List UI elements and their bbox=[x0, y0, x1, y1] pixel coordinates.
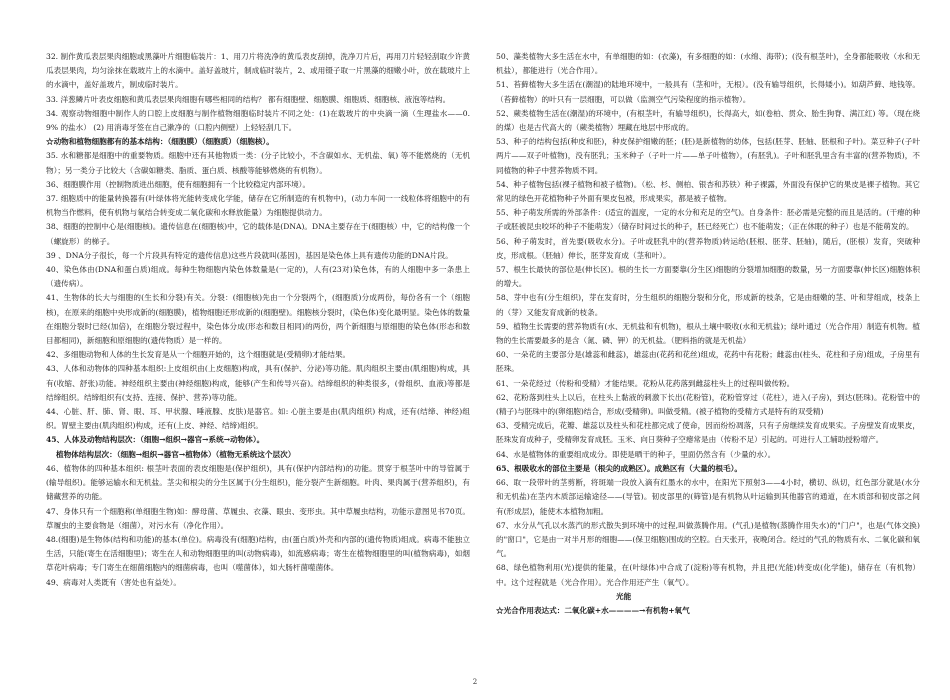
paragraph: 53、种子的结构包括(种皮和胚)，种皮保护细嫩的胚；(胚)是新植物的幼体，包括(胚芽、胚轴、胚根和子叶)。菜豆种子(子叶两片——双子叶植物)，没有胚乳；玉米种子（子叶一片——单子叶植物），(有胚乳)。子叶和胚乳里含有丰富的(营养物质)，不同植物的种子中营养物质不同。 bbox=[496, 137, 920, 175]
right-column bbox=[496, 50, 920, 700]
paragraph: 66、取一段带叶的茎剪断，将斑端一段放入滴有红墨水的水中，在阳光下照射3——4小时，横切、纵切，红色部分就是(水分和无机盐)在茎内木质部运输途径——(导管)。韧皮部里的(筛管)是有机物从叶运输到其他器官的通道，在木质部和韧皮部之间有(形成层)，能使木本植物加粗。 bbox=[496, 478, 920, 516]
paragraph: 59、植物生长需要的营养物质有(水、无机盐和有机物)，根从土壤中吸收(水和无机盐)；绿叶通过（光合作用）制造有机物。植物的生长需要最多的是含（氮、磷、钾）的无机盐。（肥料指的就是无机盐） bbox=[496, 321, 920, 346]
paragraph: 植物体结构层次：（细胞→组织→器官→植物体）（植物无系统这个层次） bbox=[56, 449, 296, 459]
paragraph: 32. 制作黄瓜表层果肉细胞或黑藻叶片细胞临装片：1、用刀片将洗净的黄瓜表皮刮掉，洗净刀片后，再用刀片轻轻刮取少许黄瓜表层果肉，均匀涂抹在载玻片上的水滴中。盖好盖玻片，制成临时装片，2、或用镊子取一片黑藻的细嫩小叶，放在载玻片上的水滴中，盖好盖玻片，制成临时装片。 bbox=[46, 52, 470, 90]
paragraph: 41、生物体的长大与细胞的(生长和分裂)有关。分裂：(细胞核)先由一个分裂两个，(细胞质)分成两份，每份各有一个（细胞核)，在原来的细胞中央形成新的(细胞膜)，植物细胞还形成新的(细胞壁)。细胞核分裂时，(染色体)变化最明显。染色体的数量在细胞分裂时已经(加倍)，在细胞分裂过程中，染色体分成(形态和数目相同)的两份，两个新细胞与原细胞的染色体(形态和数目都相同)，新细胞和原细胞的(遗传物质）是一样的。 bbox=[46, 293, 470, 346]
paragraph: 39 、DNA分子很长，每一个片段具有特定的遗传信息)这些片段就叫(基因)，基因是染色体上具有遗传功能的DNA片段。 bbox=[46, 250, 453, 260]
paragraph: 67、水分从气孔以水蒸汽的形式散失到环境中的过程,叫做蒸腾作用。(气孔)是植物(蒸腾作用失水)的"门户"，也是(气体交换)的"窗口"，它是由一对半月形的细胞——(保卫细胞)围成的空腔。白天张开，夜晚闭合。经过的气孔的物质有水、二氧化碳和氧气。 bbox=[496, 520, 920, 559]
paragraph: 37. 细胞质中的能量转换器有(叶绿体将光能转变成化学能，储存在它所制造的有机物中)，(动力车间一一线粒体将细胞中的有机物当作燃料，使有机物与氧结合转变成二氧化碳和水释放能量）为细胞提供动力。 bbox=[46, 194, 470, 218]
left-column bbox=[46, 50, 470, 700]
paragraph: 45、人体及动物结构层次：（细胞→组织→器官→系统→动物体）。 bbox=[46, 435, 265, 445]
paragraph: 43、人体和动物体的四种基本组织:上皮组织由(上皮细胞)构成，具有(保护、分泌)等功能。肌肉组织主要由(肌细胞)构成，具有(收缩、舒张)功能。神经组织主要由(神经细胞)构成，能够(产生和传导兴奋)。结缔组织的种类很多，(骨组织、血液)等都是结缔组织。结缔组织有(支持、连接、保护、营养)等功能。 bbox=[46, 364, 470, 402]
paragraph: 40、染色体由(DNA和蛋白质)组成。每种生物细胞内染色体数量是(一定的)，人有(23对)染色体，有的人细胞中多一条患上（遗传病）。 bbox=[46, 265, 470, 289]
paragraph: 52、蕨类植物生活在(潮湿)的环境中，(有根茎叶，有输导组织)，长得高大，如(卷柏、贯众、胎生狗脊、满江红) 等。（现在烧的煤）也是古代高大的（蕨类植物）埋藏在地层中形成的。 bbox=[496, 108, 920, 133]
paragraph: 64、水是植物体的重要组成成分。即使是晒干的种子，里面仍然含有（少量的水）。 bbox=[496, 449, 776, 459]
paragraph: ☆光合作用表达式：二氧化碳+水————→有机物+氧气 bbox=[496, 605, 690, 615]
paragraph: ☆动物和植物细胞都有的基本结构：（细胞膜）（细胞质）（细胞核）。 bbox=[46, 137, 274, 147]
paragraph: 47、身体只有一个细胞称(单细胞生物)如：酵母菌、草履虫、衣藻、眼虫、变形虫。其中草履虫结构，功能示意图见书70页。草履虫的主要食物是（细菌），对污水有（净化作用）。 bbox=[46, 506, 470, 530]
paragraph: 33. 洋葱鳞片叶表皮细胞和黄瓜表层果肉细胞有哪些相同的结构？ 都有细胞壁、细胞膜、细胞质、细胞核、液泡等结构。 bbox=[46, 94, 451, 104]
paragraph: 51、苔藓植物大多生活在(潮湿)的陆地环境中，一般具有（茎和叶，无根）。(没有输导组织，长得矮小)。如葫芦藓、地钱等。（苔藓植物）的叶只有一层细胞，可以做（监测空气污染程度的指示植物）。 bbox=[496, 80, 920, 104]
paragraph: 50、藻类植物大多生活在水中，有单细胞的如：(衣藻)，有多细胞的如：(水绵、海带)；(没有根茎叶)，全身都能吸收（水和无机盐），都能进行（光合作用）。 bbox=[496, 52, 920, 76]
paragraph: 60、一朵花的主要部分是(雄蕊和雌蕊)，雄蕊由(花药和花丝)组成，花药中有花粉；雌蕊由(柱头、花柱和子房)组成，子房里有胚珠。 bbox=[496, 350, 920, 374]
paragraph: 38、细胞的控制中心是(细胞核)。遗传信息在(细胞核)中，它的载体是(DNA)。DNA主要存在于(细胞核）中，它的结构像一个（螺旋形）的梯子。 bbox=[46, 222, 470, 246]
paragraph: 48.(细胞)是生物体(结构和功能)的基本(单位)。病毒没有(细胞)结构，由(蛋白质)外壳和内部的(遗传物质)组成。病毒不能独立生活，只能(寄生在活细胞里)；寄生在人和动物细胞里的叫(动物病毒)，如流感病毒；寄生在植物细胞里的叫(植物病毒)，如烟草花叶病毒；专门寄生在细菌细胞内的细菌病毒，也叫（噬菌体），如大肠杆菌噬菌体。 bbox=[46, 534, 470, 573]
paragraph: 34. 观察动物细胞中制作人的口腔上皮细胞与制作植物细胞临时装片不同之处：(1)在载玻片的中央滴一滴（生理盐水——0.9% 的盐水） (2) 用消毒牙签在自己漱净的（口腔内侧壁）上轻轻刮几下。 bbox=[46, 108, 470, 133]
paragraph: 65、根吸收水的部位主要是（根尖的成熟区）。成熟区有（大量的根毛）。 bbox=[496, 463, 742, 473]
paragraph: 61、一朵花经过（传粉和受精）才能结果。花粉从花药落到雌蕊柱头上的过程叫做传粉。 bbox=[496, 378, 795, 388]
paragraph: 49、病毒对人类既有（害处也有益处）。 bbox=[46, 577, 181, 587]
paragraph: 54、种子植物包括(裸子植物和被子植物)。（松、杉、侧柏、银杏和苏铁）种子裸露，外面没有保护它的果皮是裸子植物。其它常见的绿色开花植物种子外面有果皮包被，形成果实，都是被子植物。 bbox=[496, 179, 920, 204]
paragraph: 62、花粉落到柱头上以后，在柱头上黏液的刺激下长出(花粉管)，花粉管穿过（花柱），进入(子房)，到达(胚珠)。花粉管中的(精子)与胚珠中的(卵细胞)结合，形成(受精卵)。叫做受精。(被子植物的受精方式是特有的双受精) bbox=[496, 392, 920, 417]
page-number: 2 bbox=[472, 678, 478, 686]
paragraph: 57、根生长最快的部位是(伸长区)。根的生长一方面要靠(分生区)细胞的分裂增加细胞的数量，另一方面要靠(伸长区)细胞体积的增大。 bbox=[496, 265, 920, 289]
paragraph: 44、心脏、肝、肺、肾、眼、耳、甲状腺、唾液腺、皮肤)是器官。如: 心脏主要是由(肌肉组织) 构成，还有(结缔、神经)组织。胃壁主要由(肌肉组织)构成，还有(上皮、神经、结缔)组织。 bbox=[46, 407, 470, 431]
paragraph: 56、种子萌发时，首先要(吸收水分)。子叶或胚乳中的(营养物质)转运给(胚根、胚芽、胚轴)，随后，(胚根）发育，突破种皮，形成根。（胚轴）伸长，胚芽发育成（茎和叶）。 bbox=[496, 236, 920, 260]
paragraph: 35. 水和糖都是细胞中的重要物质。细胞中还有其他物质一类：(分子比较小，不含碳如水、无机盐、氧) 等不能燃烧的（无机物）；另一类分子比较大（含碳如糖类、脂质、蛋白质、核酸等能够燃烧的有机物）。 bbox=[46, 151, 470, 175]
paragraph: 36、细胞膜作用（控制物质进出细胞，使有细胞拥有一个比较稳定内部环境）。 bbox=[46, 179, 311, 189]
paragraph: 68、绿色植物利用(光)提供的能量，在(叶绿体)中合成了(淀粉)等有机物，并且把(光能)转变成(化学能)，储存在（有机物）中。这个过程就是（光合作用）。光合作用还产生（氧气）。 bbox=[496, 563, 920, 587]
paragraph: 63、受精完成后，花瓣、雄蕊以及柱头和花柱都完成了使命，因而纷纷凋落，只有子房继续发育成果实。子房壁发育成果皮，胚珠发育成种子，受精卵发育成胚。玉米、向日葵种子空瘪常是由（传粉不足）引起的。可进行人工辅助授粉增产。 bbox=[496, 421, 920, 445]
paragraph: 光能 bbox=[616, 591, 632, 601]
paragraph: 55、种子萌发所需的外部条件：(适宜的温度，一定的水分和充足的空气)。自身条件：胚必需是完整的而且是活的。(干瘪的种子或胚被昆虫咬坏的种子不能萌发）（储存时间过长的种子，胚已经死亡）也不能萌发；（正在休眠的种子）也是不能萌发的。 bbox=[496, 208, 920, 232]
paragraph: 58、芽中也有(分生组织)，芽在发育时，分生组织的细胞分裂和分化，形成新的枝条，它是由细嫩的茎、叶和芽组成，枝条上的（芽）又能发育成新的枝条。 bbox=[496, 293, 920, 317]
paragraph: 42、多细胞动物和人体的生长发育是从一个细胞开始的，这个细胞就是(受精卵)才能结果。 bbox=[46, 350, 351, 360]
paragraph: 46、植物体的四种基本组织: 根茎叶表面的表皮细胞是(保护组织)，具有(保护内部结构)的功能。贯穿于根茎叶中的导管属于(输导组织)。能够运输水和无机盐。茎尖和根尖的分生区属于(分生组织)，能分裂产生新细胞。叶肉、果肉属于(营养组织)，有储藏营养的功能。 bbox=[46, 463, 470, 502]
